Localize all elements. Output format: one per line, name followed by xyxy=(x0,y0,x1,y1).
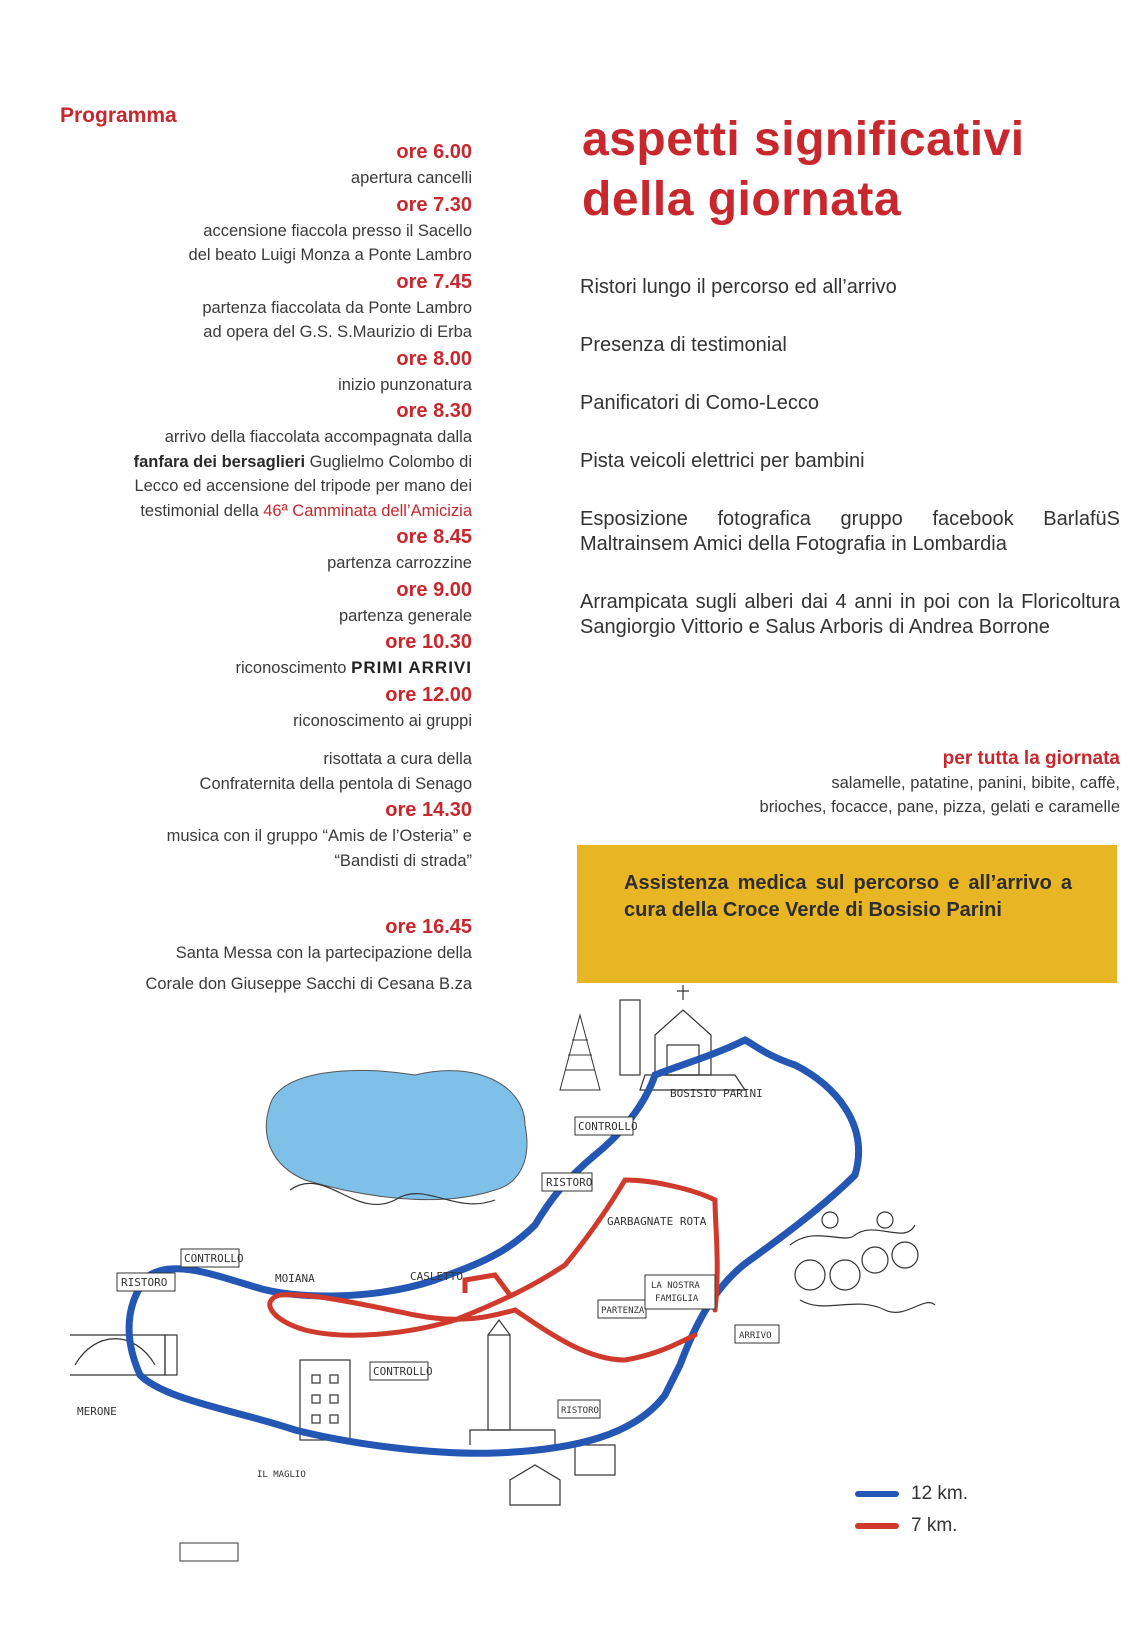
highlight-item: Presenza di testimonial xyxy=(580,334,787,356)
desc-1645-1: Santa Messa con la partecipazione della xyxy=(175,944,472,962)
desc-0830-4 xyxy=(40,499,472,524)
place-bosisio: BOSISIO PARINI xyxy=(670,1087,763,1100)
sign-ristoro-top xyxy=(542,1173,592,1191)
risottata-2: Confraternita della pentola di Senago xyxy=(199,774,472,793)
sign-label: CONTROLLO xyxy=(373,1365,433,1378)
title-line-2: della giornata xyxy=(582,173,902,226)
desc-0600: apertura cancelli xyxy=(350,169,472,187)
legend-label: 12 km. xyxy=(911,1483,969,1504)
tower-sketch xyxy=(470,1320,555,1445)
place-moiana: MOIANA xyxy=(275,1272,315,1285)
bridge-sketch xyxy=(70,1335,177,1375)
desc-0830-3: Lecco ed accensione del tripode per mano dei xyxy=(134,477,472,495)
route-7km xyxy=(270,1180,717,1360)
fanfara-bold: fanfara dei bersaglieri xyxy=(133,452,306,471)
desc-1200: riconoscimento ai gruppi xyxy=(293,711,472,730)
desc-0845: partenza carrozzine xyxy=(327,554,472,572)
desc-1030-pre: riconoscimento xyxy=(235,659,347,677)
sign-controllo-top xyxy=(575,1117,638,1135)
sign-controllo-mid xyxy=(181,1249,244,1267)
sign-label: CONTROLLO xyxy=(184,1252,244,1265)
legend-line-blue xyxy=(855,1491,899,1497)
desc-1430-1: musica con il gruppo “Amis de l’Osteria” e xyxy=(166,827,472,845)
place-garbagnate: GARBAGNATE ROTA xyxy=(607,1215,707,1228)
all-day-line-1: salamelle, patatine, panini, bibite, caffè, xyxy=(831,774,1120,792)
highlights-title xyxy=(582,110,1025,230)
sign-label: RISTORO xyxy=(546,1176,593,1189)
highlights-list xyxy=(580,275,1120,640)
time-1200: ore 12.00 xyxy=(385,683,472,706)
time-0600: ore 6.00 xyxy=(396,141,472,163)
time-1430: ore 14.30 xyxy=(385,799,472,821)
legend-line-red xyxy=(855,1523,899,1529)
time-0745: ore 7.45 xyxy=(396,270,472,293)
spacer-big xyxy=(40,873,472,913)
legend-7km xyxy=(855,1510,968,1542)
sign-ristoro-bottom xyxy=(558,1400,600,1418)
sign-label: RISTORO xyxy=(121,1276,168,1289)
sign-label: LA NOSTRA xyxy=(651,1281,700,1291)
medical-text: Assistenza medica sul percorso e all’arrivo a cura della Croce Verde di Bosisio Parini xyxy=(624,872,1072,921)
sign-arrivo xyxy=(735,1325,779,1343)
all-day-block xyxy=(600,747,1120,819)
sign-label: PARTENZA xyxy=(601,1306,645,1316)
title-line-1: aspetti significativi xyxy=(582,113,1025,166)
desc-1645-2: Corale don Giuseppe Sacchi di Cesana B.za xyxy=(145,974,472,993)
sign-label: FAMIGLIA xyxy=(655,1294,699,1304)
sign-controllo-left xyxy=(180,1543,238,1561)
sign-label: CONTROLLO xyxy=(578,1120,638,1133)
lake-shape xyxy=(266,1070,527,1199)
medical-box xyxy=(577,845,1117,983)
all-day-line-2: brioches, focacce, pane, pizza, gelati e caramelle xyxy=(759,798,1120,816)
time-1645: ore 16.45 xyxy=(385,916,472,938)
sign-partenza xyxy=(598,1300,646,1318)
route-map xyxy=(55,975,1137,1626)
primi-arrivi: PRIMI ARRIVI xyxy=(351,658,472,677)
time-0730: ore 7.30 xyxy=(396,193,472,216)
highlight-item: Ristori lungo il percorso ed all’arrivo xyxy=(580,276,897,298)
time-0845: ore 8.45 xyxy=(396,526,472,548)
desc-0800: inizio punzonatura xyxy=(338,375,472,394)
desc-1430-2: “Bandisti di strada” xyxy=(334,851,472,870)
schedule xyxy=(40,138,472,996)
desc-0730-1: accensione fiaccola presso il Sacello xyxy=(203,221,472,240)
time-1030: ore 10.30 xyxy=(385,631,472,653)
place-merone: MERONE xyxy=(77,1405,117,1418)
tree-sketch xyxy=(560,1015,600,1090)
spacer xyxy=(40,733,472,747)
desc-0830-2-rest: Guglielmo Colombo di xyxy=(305,452,472,471)
building-sketch xyxy=(300,1360,350,1440)
time-0800: ore 8.00 xyxy=(396,347,472,370)
desc-0900: partenza generale xyxy=(338,606,472,625)
casletto-loop xyxy=(465,1275,510,1295)
church-sketch xyxy=(620,985,745,1090)
place-maglio: IL MAGLIO xyxy=(257,1470,306,1480)
desc-0730-2: del beato Luigi Monza a Ponte Lambro xyxy=(188,246,472,264)
legend-label: 7 km. xyxy=(911,1515,958,1536)
desc-1030 xyxy=(40,656,472,681)
desc-0745-1: partenza fiaccolata da Ponte Lambro xyxy=(202,298,472,317)
highlight-item: Esposizione fotografica gruppo facebook BarlafüS Maltrainsem Amici della Fotografia in Lombardia xyxy=(580,508,1120,555)
sign-label: ARRIVO xyxy=(739,1331,772,1341)
time-0830: ore 8.30 xyxy=(396,400,472,422)
sign-label: RISTORO xyxy=(561,1406,599,1416)
highlight-item: Panificatori di Como-Lecco xyxy=(580,392,819,414)
highlight-item: Pista veicoli elettrici per bambini xyxy=(580,450,865,472)
desc-0830-1: arrivo della fiaccolata accompagnata dalla xyxy=(164,428,472,446)
sign-la-nostra-famiglia xyxy=(645,1275,715,1309)
legend-12km xyxy=(855,1478,968,1510)
route-legend xyxy=(855,1478,968,1542)
sign-controllo-bottom xyxy=(370,1362,433,1380)
desc-0745-2: ad opera del G.S. S.Maurizio di Erba xyxy=(203,323,472,341)
time-0900: ore 9.00 xyxy=(396,578,472,601)
program-heading: Programma xyxy=(60,104,177,127)
place-casletto: CASLETTO xyxy=(410,1270,463,1283)
camminata-highlight: 46ª Camminata dell’Amicizia xyxy=(263,501,472,520)
sign-ristoro-left xyxy=(117,1273,175,1291)
all-day-title: per tutta la giornata xyxy=(942,748,1120,769)
desc-0830-2 xyxy=(40,450,472,475)
risottata-1: risottata a cura della xyxy=(323,750,472,768)
desc-0830-4-pre: testimonial della xyxy=(140,501,264,520)
highlight-item: Arrampicata sugli alberi dai 4 anni in poi con la Floricoltura Sangiorgio Vittorio e Salus Arboris di Andrea Borrone xyxy=(580,591,1120,638)
cyclists-sketch xyxy=(790,1212,935,1312)
